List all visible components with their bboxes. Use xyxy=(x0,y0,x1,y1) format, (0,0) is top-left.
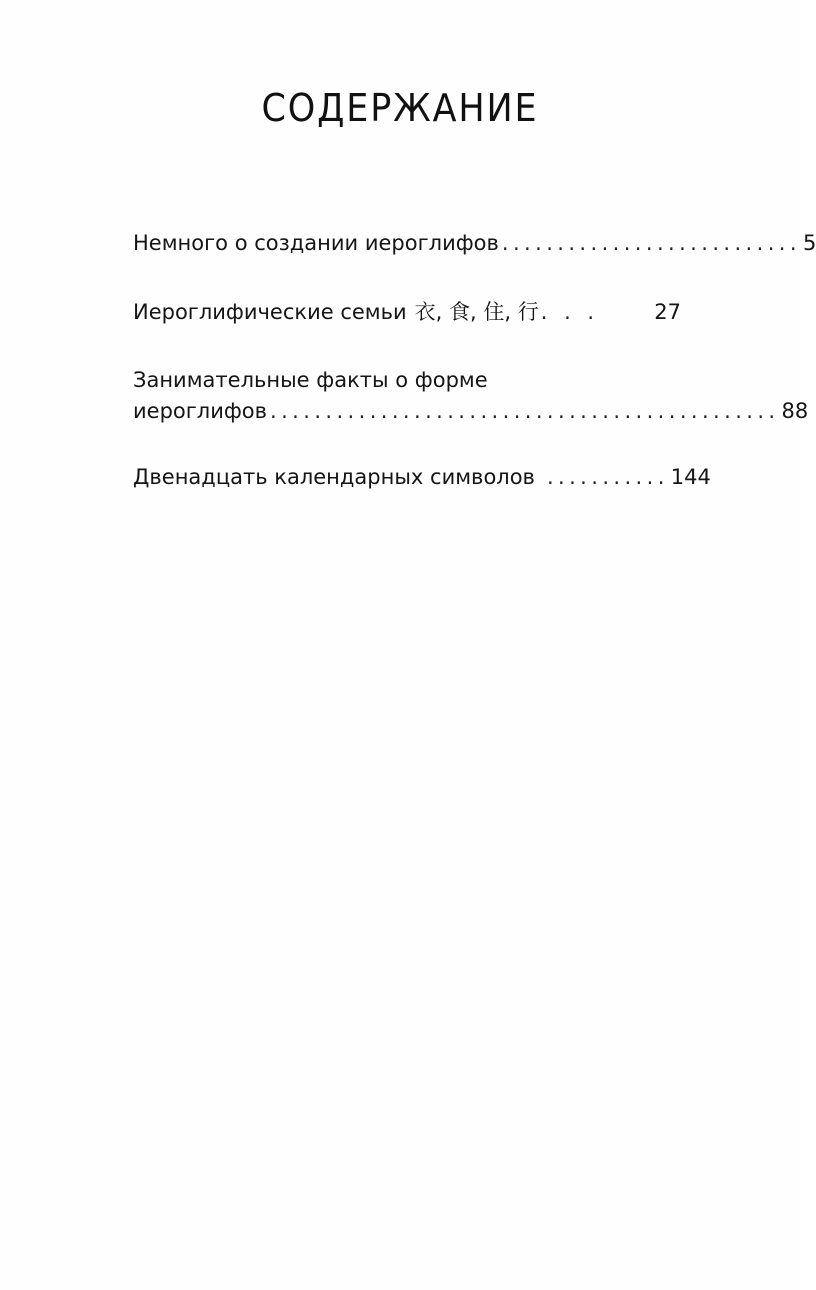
toc-entry xyxy=(133,297,681,328)
toc-entry-title-line1: Занимательные факты о форме xyxy=(133,368,488,392)
toc-entry xyxy=(133,228,816,259)
page-title: СОДЕРЖАНИЕ xyxy=(261,86,539,130)
toc-entry-page-number: 88 xyxy=(781,399,809,423)
toc-entry xyxy=(133,462,711,493)
toc-entry-title: Иероглифические семьи xyxy=(133,300,407,324)
toc-entry xyxy=(133,365,809,427)
toc-entry-title-line2: иероглифов xyxy=(133,399,268,423)
toc-entry-page-number: 5 xyxy=(802,231,816,255)
toc-entry-title: Немного о создании иероглифов xyxy=(133,231,499,255)
dot-leader: . . . xyxy=(540,300,595,324)
dot-leader: ........................... xyxy=(501,231,801,255)
toc-entry-title: Двенадцать календарных символов xyxy=(133,465,535,489)
dot-leader: ........... xyxy=(546,465,669,489)
toc-entry-page-number: 27 xyxy=(654,300,681,324)
toc-entry-characters: 衣, 食, 住, 行 xyxy=(414,300,539,324)
dot-leader: .............................................. xyxy=(270,399,780,423)
toc-entry-page-number: 144 xyxy=(670,465,711,489)
